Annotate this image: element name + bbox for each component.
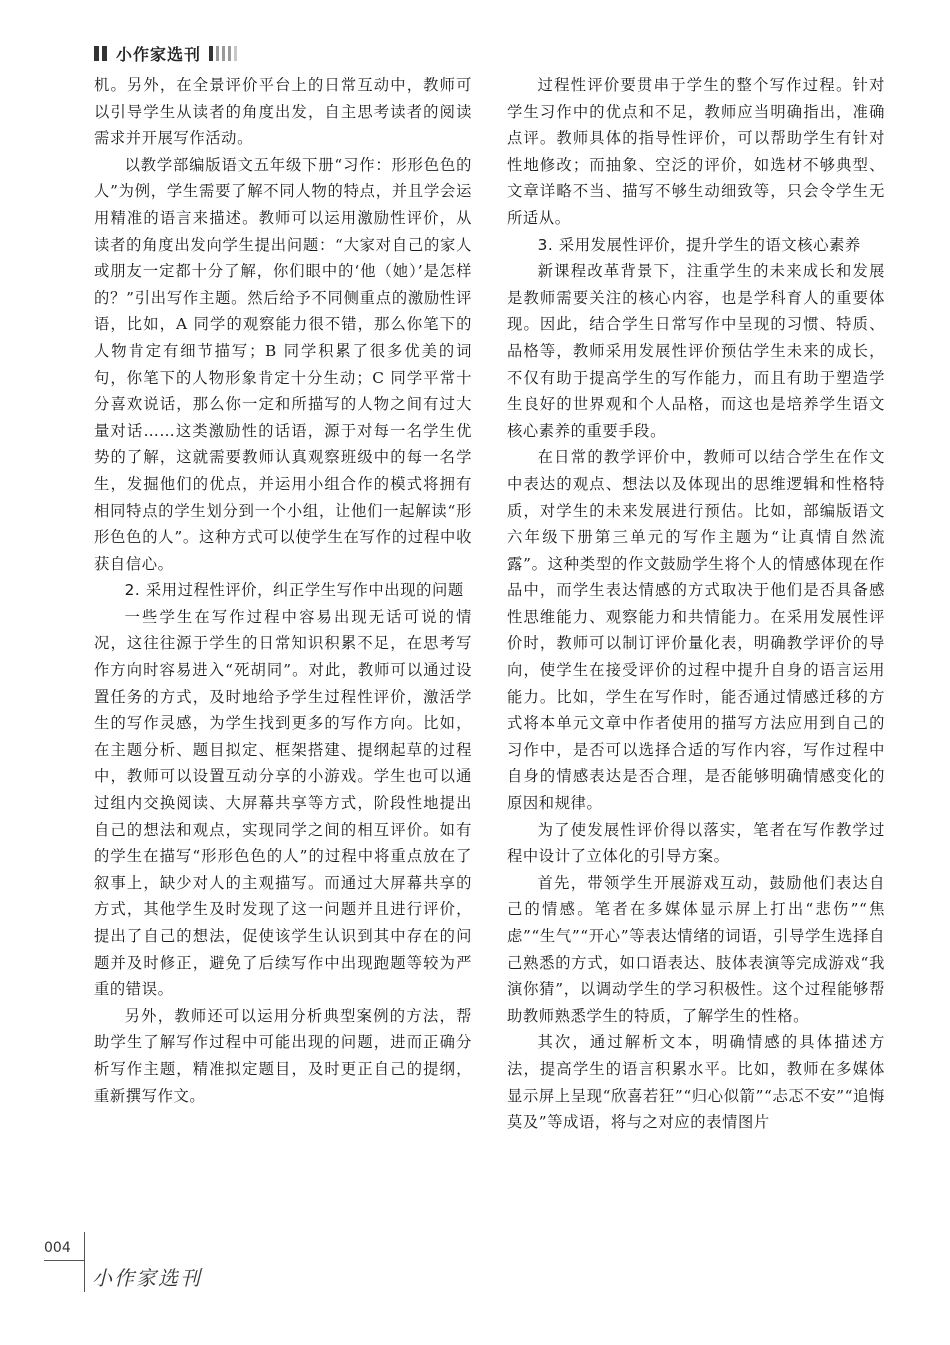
header-bar-right	[209, 46, 213, 61]
paragraph: 另外，教师还可以运用分析典型案例的方法，帮助学生了解写作过程中可能出现的问题，进而正确分析写作主题，精准拟定题目，及时更正自己的提纲，重新撰写作文。	[94, 1006, 472, 1105]
paragraph: 在日常的教学评价中，教师可以结合学生在作文中表达的观点、想法以及体现出的思维逻辑和性格特质，对学生的未来发展进行预估。比如，部编版语文六年级下册第三单元的写作主题为“让真情自然流露”。这种类型的作文鼓励学生将个人的情感体现在作品中，而学生表达情感的方式取决于他们是否具备感性思维能力、观察能力和共情能力。在采用发展性评价时，教师可以制订评价量化表，明确教学评价的导向，使学生在接受评价的过程中提升自身的语言运用能力。比如，学生在写作时，能否通过情感迁移的方式将本单元文章中作者使用的描写方法应用到自己的习作中，是否可以选择合适的写作内容，写作过程中自身的情感表达是否合理，是否能够明确情感变化的原因和规律。	[507, 448, 885, 813]
paragraph: 新课程改革背景下，注重学生的未来成长和发展是教师需要关注的核心内容，也是学科育人的重要体现。因此，结合学生日常写作中呈现的习惯、特质、品格等，教师采用发展性评价预估学生未来的成长，不仅有助于提高学生的写作能力，而且有助于塑造学生良好的世界观和个人品格，而这也是培养学生语文核心素养的重要手段。	[507, 262, 885, 440]
paragraph: 其次，通过解析文本，明确情感的具体描述方法，提高学生的语言积累水平。比如，教师在多媒体显示屏上呈现“欣喜若狂”“归心似箭”“忐忑不安”“追悔莫及”等成语，将与之对应的表情图片	[507, 1033, 885, 1132]
paragraph: 以教学部编版语文五年级下册“习作：形形色色的人”为例，学生需要了解不同人物的特点，并且学会运用精准的语言来描述。教师可以运用激励性评价，从读者的角度出发向学生提出问题：“大家对自己的家人或朋友一定都十分了解，你们眼中的‘他（她）’是怎样的？”引出写作主题。然后给予不同侧重点的激励性评语，比如，A 同学的观察能力很不错，那么你笔下的人物肯定有细节描写；B 同学积累了很多优美的词句，你笔下的人物形象肯定十分生动；C 同学平常十分喜欢说话，那么你一定和所描写的人物之间有过大量对话……这类激励性的话语，源于对每一名学生优势的了解，这就需要教师认真观察班级中的每一名学生，发掘他们的优点，并运用小组合作的模式将拥有相同特点的学生划分到一个小组，让他们一起解读“形形色色的人”。这种方式可以使学生在写作的过程中收获自信心。	[94, 155, 472, 573]
section-heading: 2. 采用过程性评价，纠正学生写作中出现的问题	[124, 581, 464, 600]
section-heading: 3. 采用发展性评价，提升学生的语文核心素养	[537, 235, 861, 254]
header-bar-left	[102, 46, 107, 61]
header-bar-right	[234, 46, 237, 61]
paragraph: 为了使发展性评价得以落实，笔者在写作教学过程中设计了立体化的引导方案。	[507, 820, 885, 866]
header-bar-right	[228, 46, 231, 61]
footer-logo: 小作家选刊	[92, 1266, 202, 1290]
paragraph: 首先，带领学生开展游戏互动，鼓励他们表达自己的情感。笔者在多媒体显示屏上打出“悲伤”“焦虑”“生气”“开心”等表达情绪的词语，引导学生选择自己熟悉的方式，如口语表达、肢体表演等完成游戏“我演你猜”，以调动学生的学习积极性。这个过程能够帮助教师熟悉学生的特质，了解学生的性格。	[507, 873, 885, 1025]
header-title: 小作家选刊	[116, 44, 202, 64]
header-bar-left	[94, 46, 99, 61]
page-header	[94, 42, 240, 64]
paragraph: 过程性评价要贯串于学生的整个写作过程。针对学生习作中的优点和不足，教师应当明确指出，准确点评。教师具体的指导性评价，可以帮助学生有针对性地修改；而抽象、空泛的评价，如选材不够典型、文章详略不当、描写不够生动细致等，只会令学生无所适从。	[507, 76, 885, 227]
header-bar-right	[222, 46, 225, 61]
paragraph: 机。另外，在全景评价平台上的日常互动中，教师可以引导学生从读者的角度出发，自主思考读者的阅读需求并开展写作活动。	[94, 76, 472, 148]
page-number: 004	[44, 1240, 71, 1256]
footer-divider	[44, 1260, 84, 1261]
paragraph: 一些学生在写作过程中容易出现无话可说的情况，这往往源于学生的日常知识积累不足，在思考写作方向时容易进入“死胡同”。对此，教师可以通过设置任务的方式，及时地给予学生过程性评价，激活学生的写作灵感，为学生找到更多的写作方向。比如，在主题分析、题目拟定、框架搭建、提纲起草的过程中，教师可以设置互动分享的小游戏。学生也可以通过组内交换阅读、大屏幕共享等方式，阶段性地提出自己的想法和观点，实现同学之间的相互评价。如有的学生在描写“形形色色的人”的过程中将重点放在了叙事上，缺少对人的主观描写。而通过大屏幕共享的方式，其他学生及时发现了这一问题并且进行评价，提出了自己的想法，促使该学生认识到其中存在的问题并及时修正，避免了后续写作中出现跑题等较为严重的错误。	[94, 607, 472, 999]
footer-divider	[84, 1232, 85, 1292]
right-column	[507, 72, 885, 1136]
left-column	[94, 72, 472, 1109]
header-bar-right	[216, 46, 219, 61]
